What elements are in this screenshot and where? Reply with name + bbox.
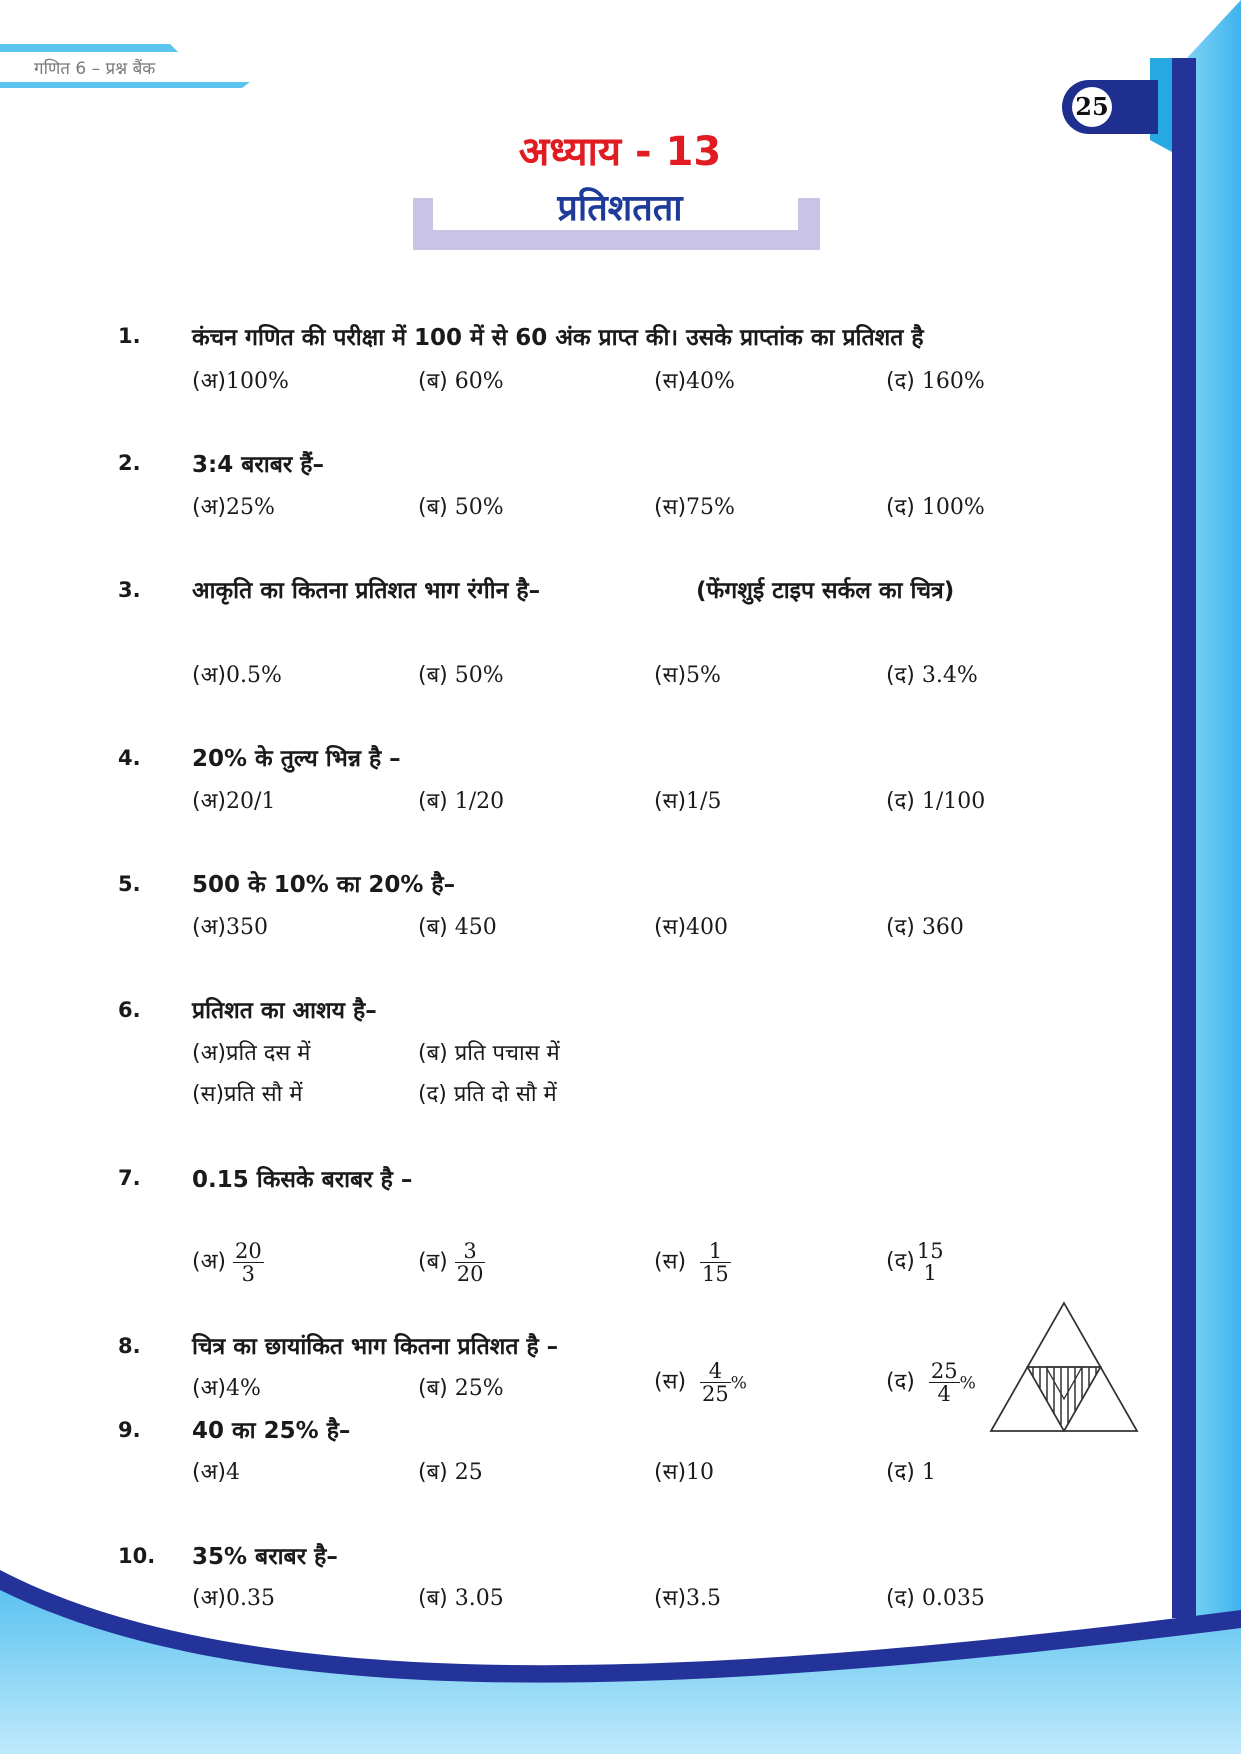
book-title: गणित 6 – प्रश्न बैंक [34, 59, 156, 79]
shaded-triangle-figure [988, 1300, 1140, 1434]
option-a: (अ)प्रति दस में [192, 1041, 311, 1066]
header-stripe-top [0, 44, 178, 52]
option-d: (द) 0.035 [886, 1586, 985, 1611]
option-c: (स)1/5 [654, 789, 722, 814]
question-text: कंचन गणित की परीक्षा में 100 में से 60 अंक प्राप्त की। उसके प्राप्तांक का प्रतिशत है [192, 325, 924, 351]
option-d: (द) प्रति दो सौ में [418, 1082, 557, 1107]
option-a: (अ) $\frac{20}{3}$ [192, 1239, 262, 1287]
question-text: आकृति का कितना प्रतिशत भाग रंगीन है– [192, 578, 541, 604]
option-b: (ब) 3.05 [418, 1586, 504, 1611]
chapter-title: अध्याय - 13 [518, 129, 722, 175]
question-text: 0.15 किसके बराबर है – [192, 1167, 413, 1193]
option-d: (द) 360 [886, 915, 964, 940]
option-c: (स)75% [654, 495, 735, 520]
option-b: (ब) 450 [418, 915, 497, 940]
option-c: (स)3.5 [654, 1586, 722, 1611]
question-text: चित्र का छायांकित भाग कितना प्रतिशत है – [192, 1334, 559, 1360]
option-b: (ब) 50% [418, 495, 504, 520]
option-a: (अ)4 [192, 1460, 240, 1485]
question-text: 35% बराबर है– [192, 1544, 338, 1570]
question-number: 3. [118, 578, 141, 602]
option-d: (द) 100% [886, 495, 985, 520]
question-number: 4. [118, 746, 141, 770]
option-a: (अ)20/1 [192, 789, 276, 814]
question-text: 40 का 25% है– [192, 1418, 351, 1444]
option-b: (ब) 25 [418, 1460, 483, 1485]
question-text: प्रतिशत का आशय है– [192, 998, 377, 1024]
question-number: 7. [118, 1166, 141, 1190]
option-d: (द) 160% [886, 369, 985, 394]
option-a: (अ)0.5% [192, 663, 282, 688]
option-c: (स)400 [654, 915, 729, 940]
fraction: $\frac{3}{20}$ [456, 1239, 484, 1287]
fraction: $\frac{25}{4}$ [930, 1359, 958, 1407]
option-d: (द) $\frac{25}{4}$ % [886, 1359, 976, 1407]
question-number: 9. [118, 1418, 141, 1442]
option-c: (स) $\frac{4}{25}$ % [654, 1359, 747, 1407]
option-b: (ब) 60% [418, 369, 504, 394]
option-c: (स)10 [654, 1460, 715, 1485]
option-a: (अ)350 [192, 915, 268, 940]
question-text: 500 के 10% का 20% है– [192, 872, 456, 898]
header-stripe-bottom [0, 82, 250, 88]
page-number: 25 [1072, 87, 1112, 127]
question-note: (फेंगशुई टाइप सर्कल का चित्र) [696, 578, 955, 604]
option-d: (द) 15 1 [886, 1239, 944, 1286]
question-text: 20% के तुल्य भिन्न है – [192, 746, 401, 772]
option-b: (ब) 25% [418, 1376, 504, 1401]
fraction: 15 1 [916, 1239, 944, 1286]
option-b: (ब) प्रति पचास में [418, 1041, 560, 1066]
option-c: (स) $\frac{1}{15}$ [654, 1239, 729, 1287]
option-b: (ब) 1/20 [418, 789, 505, 814]
option-a: (अ)0.35 [192, 1586, 275, 1611]
option-a: (अ)100% [192, 369, 289, 394]
option-b: (ब) 50% [418, 663, 504, 688]
option-a: (अ)25% [192, 495, 275, 520]
fraction: $\frac{20}{3}$ [234, 1239, 262, 1287]
option-c: (स)5% [654, 663, 721, 688]
option-d: (द) 1/100 [886, 789, 986, 814]
question-number: 2. [118, 451, 141, 475]
question-number: 6. [118, 998, 141, 1022]
option-c: (स)40% [654, 369, 735, 394]
fraction: $\frac{4}{25}$ [702, 1359, 729, 1407]
question-number: 8. [118, 1334, 141, 1358]
right-side-bar [1172, 58, 1196, 1618]
fraction: $\frac{1}{15}$ [702, 1239, 729, 1287]
option-d: (द) 3.4% [886, 663, 978, 688]
option-a: (अ)4% [192, 1376, 261, 1401]
question-number: 5. [118, 872, 141, 896]
option-c: (स)प्रति सौ में [192, 1082, 303, 1107]
question-number: 10. [118, 1544, 156, 1568]
chapter-subtitle: प्रतिशतता [557, 188, 683, 229]
question-text: 3:4 बराबर हैं– [192, 452, 324, 478]
option-b: (ब) $\frac{3}{20}$ [418, 1239, 484, 1287]
page-number-badge [1062, 80, 1158, 134]
question-number: 1. [118, 324, 141, 348]
option-d: (द) 1 [886, 1460, 936, 1485]
